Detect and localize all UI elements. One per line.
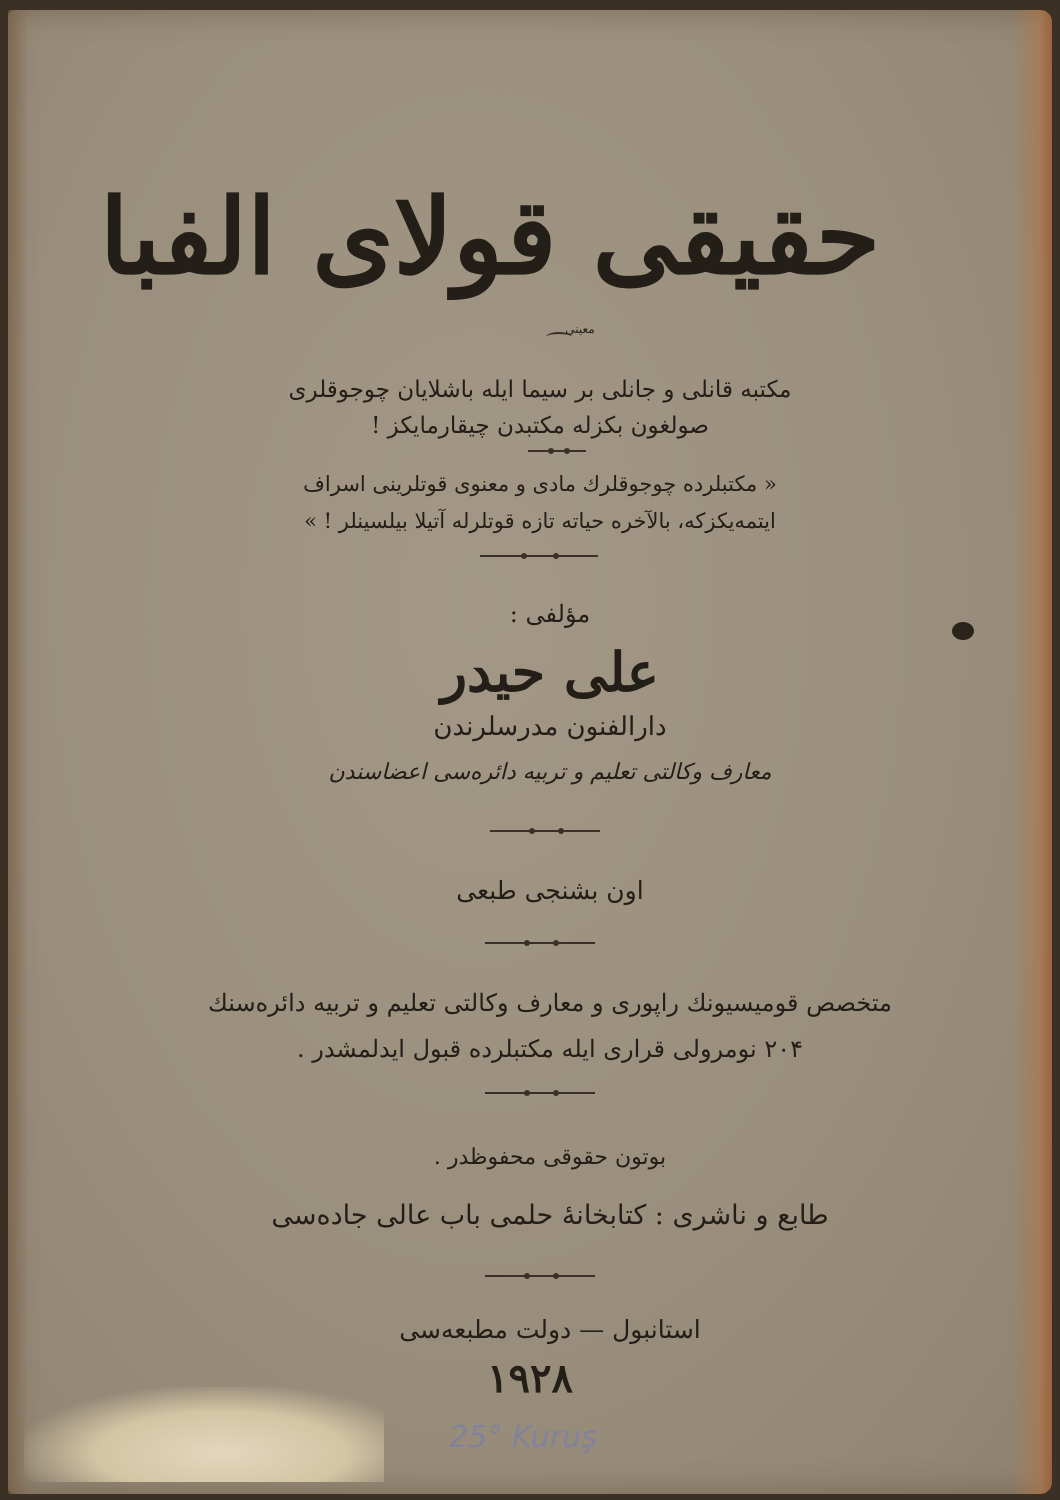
cover-edge-stain xyxy=(1012,10,1052,1494)
imprint: استانبول — دولت مطبعه‌سی xyxy=(399,1315,701,1344)
quote-line-1: « مکتبلرده چوجوقلرك مادی و معنوی قوتلرینی اسراف xyxy=(303,472,777,496)
divider xyxy=(485,1275,595,1277)
divider xyxy=(485,942,595,944)
divider xyxy=(490,830,600,832)
book-cover xyxy=(8,10,1052,1494)
divider xyxy=(528,450,586,452)
tagline-line-1: مکتبه قانلی و جانلی بر سیما ایله باشلایان چوجوقلری xyxy=(288,377,792,403)
author-name: علی حیدر xyxy=(440,640,659,704)
tagline-line-2: صولغون بکزله مکتبدن چیقارمایکز ! xyxy=(371,413,709,439)
author-label: مؤلفی : xyxy=(509,600,591,628)
divider xyxy=(485,1092,595,1094)
approval-line-2: ۲۰۴ نومرولی قراری ایله مکتبلرده قبول ایدلمشدر . xyxy=(296,1035,804,1063)
title-note: معینی xyxy=(565,322,595,336)
approval-line-1: متخصص قومیسیونك راپوری و معارف وکالتی تعلیم و تربیه دائره‌سنك xyxy=(208,989,892,1017)
ink-spot xyxy=(952,622,974,640)
author-credential-1: دارالفنون مدرسلرندن xyxy=(433,712,667,742)
publication-year: ۱۹۲۸ xyxy=(487,1355,573,1402)
author-credential-2: معارف وکالتی تعلیم و تربیه دائره‌سی اعضاسندن xyxy=(328,760,772,785)
divider xyxy=(480,555,598,557)
book-title: حقیقی قولای الفبا xyxy=(99,175,881,298)
paper-damage xyxy=(24,1387,384,1482)
publisher: طابع و ناشری : کتابخانهٔ حلمی باب عالی جاده‌سی xyxy=(271,1200,829,1231)
rights-notice: بوتون حقوقی محفوظدر . xyxy=(433,1145,667,1170)
edition: اون بشنجی طبعی xyxy=(456,876,644,905)
handwritten-price-note: 25° Kuruş xyxy=(449,1420,597,1455)
quote-line-2: ایتمه‌یکزکه، بالآخره حیاته تازه قوتلرله آتیلا بیلسینلر ! » xyxy=(304,509,776,533)
